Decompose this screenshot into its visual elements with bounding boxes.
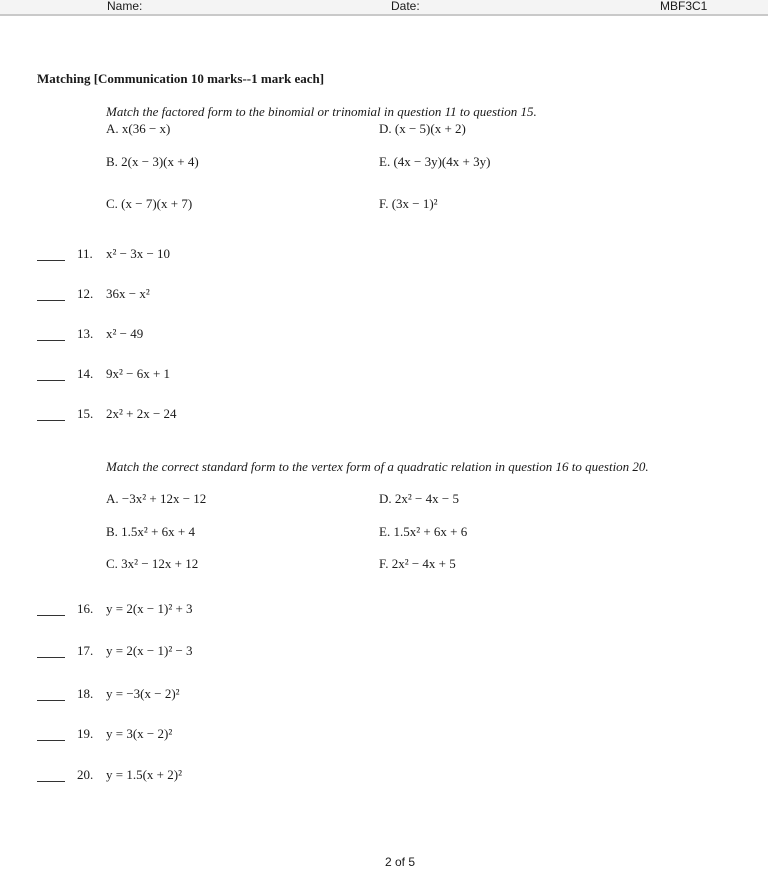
question-number: 20. (77, 767, 94, 782)
part1-option-a: A. x(36 − x) (106, 121, 171, 136)
part1-option-d: D. (x − 5)(x + 2) (379, 121, 466, 136)
part1-instruction: Match the factored form to the binomial or trinomial in question 11 to question 15. (106, 104, 537, 119)
part2-option-d: D. 2x² − 4x − 5 (379, 491, 459, 506)
answer-blank-12[interactable] (37, 300, 65, 301)
part2-option-b: B. 1.5x² + 6x + 4 (106, 524, 195, 539)
question-expression: 2x² + 2x − 24 (106, 406, 177, 421)
part1-option-c: C. (x − 7)(x + 7) (106, 196, 193, 211)
question-expression: y = −3(x − 2)² (106, 686, 180, 701)
part2-option-c: C. 3x² − 12x + 12 (106, 556, 199, 571)
question-number: 19. (77, 726, 94, 741)
answer-blank-18[interactable] (37, 700, 65, 701)
question-expression: 36x − x² (106, 286, 150, 301)
answer-blank-15[interactable] (37, 420, 65, 421)
question-number: 15. (77, 406, 94, 421)
question-expression: 9x² − 6x + 1 (106, 366, 171, 381)
question-expression: y = 2(x − 1)² + 3 (106, 601, 193, 616)
part2-option-e: E. 1.5x² + 6x + 6 (379, 524, 468, 539)
question-number: 11. (77, 246, 93, 261)
question-expression: y = 2(x − 1)² − 3 (106, 643, 193, 658)
question-expression: x² − 3x − 10 (106, 246, 171, 261)
name-label: Name: (107, 0, 143, 13)
course-code: MBF3C1 (660, 0, 708, 13)
page-number: 2 of 5 (385, 855, 416, 869)
part2-option-f: F. 2x² − 4x + 5 (379, 556, 456, 571)
section-title: Matching [Communication 10 marks--1 mark each] (37, 71, 325, 86)
question-number: 18. (77, 686, 94, 701)
answer-blank-17[interactable] (37, 657, 65, 658)
question-number: 14. (77, 366, 94, 381)
date-label: Date: (391, 0, 420, 13)
part1-option-e: E. (4x − 3y)(4x + 3y) (379, 154, 491, 169)
answer-blank-14[interactable] (37, 380, 65, 381)
page-header (0, 0, 768, 16)
part1-option-f: F. (3x − 1)² (379, 196, 438, 211)
part1-option-b: B. 2(x − 3)(x + 4) (106, 154, 199, 169)
question-expression: x² − 49 (106, 326, 144, 341)
answer-blank-19[interactable] (37, 740, 65, 741)
question-number: 13. (77, 326, 94, 341)
answer-blank-20[interactable] (37, 781, 65, 782)
answer-blank-11[interactable] (37, 260, 65, 261)
question-number: 12. (77, 286, 94, 301)
question-number: 17. (77, 643, 94, 658)
part2-option-a: A. −3x² + 12x − 12 (106, 491, 207, 506)
answer-blank-16[interactable] (37, 615, 65, 616)
question-number: 16. (77, 601, 94, 616)
answer-blank-13[interactable] (37, 340, 65, 341)
question-expression: y = 3(x − 2)² (106, 726, 173, 741)
question-expression: y = 1.5(x + 2)² (106, 767, 182, 782)
part2-instruction: Match the correct standard form to the vertex form of a quadratic relation in question 16 to question 20. (106, 459, 649, 474)
